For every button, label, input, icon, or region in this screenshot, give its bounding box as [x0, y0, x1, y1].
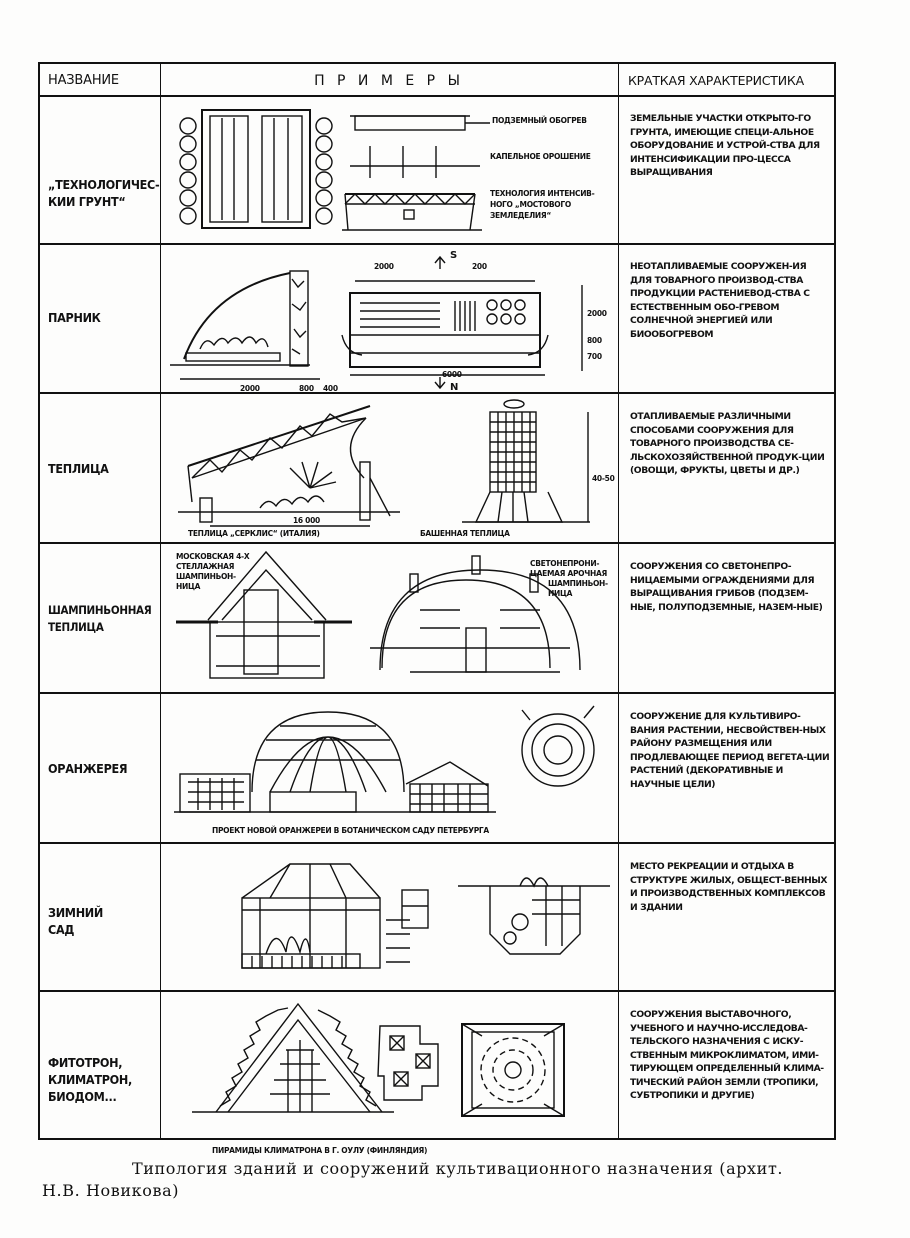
row-7-example-drawing — [170, 1000, 620, 1144]
name-line: КЛИМАТРОН, — [48, 1072, 132, 1087]
row-6-name — [48, 904, 160, 938]
dim-800-a: 800 — [299, 384, 314, 393]
heating-section — [350, 116, 490, 130]
name-line: „ТЕХНОЛОГИЧЕС- — [48, 177, 160, 192]
name-line: КИИ ГРУНТ“ — [48, 194, 126, 209]
row-2-example-drawing — [170, 249, 620, 393]
winter-garden-drawing — [170, 850, 620, 990]
label-bridge-farming-3: ЗЕМЛЕДЕЛИЯ“ — [490, 211, 551, 220]
dim-800-b: 800 — [587, 336, 602, 345]
name-line: САД — [48, 922, 75, 937]
row-6-example-drawing — [170, 850, 620, 994]
dim-200: 200 — [472, 262, 487, 271]
row-2-name: ПАРНИК — [48, 310, 101, 325]
label-drip-irrigation: КАПЕЛЬНОЕ ОРОШЕНИЕ — [490, 152, 591, 161]
label-oulu-pyramids: ПИРАМИДЫ КЛИМАТРОНА В Г. ОУЛУ (ФИНЛЯНДИЯ) — [212, 1146, 428, 1155]
label-arched-2: ЦАЕМАЯ АРОЧНАЯ — [530, 569, 607, 578]
name-line: ШАМПИНЬОННАЯ — [48, 603, 152, 617]
label-new-orangery-project: ПРОЕКТ НОВОЙ ОРАНЖЕРЕИ В БОТАНИЧЕСКОМ САДУ ПЕТЕРБУРГА — [212, 826, 489, 835]
cold-frame-drawing — [170, 249, 620, 389]
row-5-example-drawing — [170, 700, 620, 834]
orangery-drawing — [170, 700, 620, 830]
row-4-name — [48, 602, 160, 636]
dim-2000-c: 2000 — [587, 309, 607, 318]
caption-line-2: Н.В. Новикова) — [42, 1181, 180, 1200]
climatron-pyramid-drawing — [170, 1000, 620, 1140]
row-1-name — [48, 176, 160, 210]
typology-table — [38, 62, 836, 1155]
dim-16000: 16 000 — [293, 516, 320, 525]
dim-400: 400 — [323, 384, 338, 393]
dim-40-50: 40-50 — [592, 474, 615, 483]
greenhouse-drawing — [170, 398, 620, 538]
name-line: ФИТОТРОН, — [48, 1055, 123, 1070]
row-7-description: СООРУЖЕНИЯ ВЫСТАВОЧНОГО, УЧЕБНОГО И НАУЧНО-ИССЛЕДОВА-ТЕЛЬСКОГО НАЗНАЧЕНИЯ С ИСКУ-СТВЕННЫМ МИКРОКЛИМАТОМ, ИМИ-ТИРУЮЩЕМ ОПРЕДЕЛЕННЫЙ КЛИМА-ТИЧЕСКИЙ РАЙОН ЗЕМЛИ (ТРОПИКИ, СУБТРОПИКИ И ДРУГИЕ) — [630, 1009, 824, 1101]
compass-north: N — [450, 382, 459, 393]
row-4-description: СООРУЖЕНИЯ СО СВЕТОНЕПРО-НИЦАЕМЫМИ ОГРАЖДЕНИЯМИ ДЛЯ ВЫРАЩИВАНИЯ ГРИБОВ (ПОДЗЕМ-НЫЕ, ПОЛУПОДЗЕМНЫЕ, НАЗЕМ-НЫЕ) — [630, 561, 823, 613]
label-arched-1: СВЕТОНЕПРОНИ- — [530, 559, 600, 568]
dim-2000-b: 2000 — [374, 262, 394, 271]
row-6-description: МЕСТО РЕКРЕАЦИИ И ОТДЫХА В СТРУКТУРЕ ЖИЛЫХ, ОБЩЕСТ-ВЕННЫХ И ПРОИЗВОДСТВЕННЫХ КОМПЛЕКСОВ И ЗДАНИИ — [630, 861, 828, 913]
label-moscow-3: ШАМПИНЬОН- — [176, 572, 236, 581]
label-bridge-farming-1: ТЕХНОЛОГИЯ ИНТЕНСИВ- — [490, 189, 595, 198]
row-7-name — [48, 1054, 160, 1105]
label-bridge-farming-2: НОГО „МОСТОВОГО — [490, 200, 571, 209]
header-examples: П Р И М Е Р Ы — [314, 72, 464, 89]
dim-2000-a: 2000 — [240, 384, 260, 393]
row-1-description: ЗЕМЕЛЬНЫЕ УЧАСТКИ ОТКРЫТО-ГО ГРУНТА, ИМЕЮЩИЕ СПЕЦИ-АЛЬНОЕ ОБОРУДОВАНИЕ И УСТРОЙ-СТВА ДЛЯ ИНТЕНСИФИКАЦИИ ПРО-ЦЕССА ВЫРАЩИВАНИЯ — [630, 113, 820, 178]
caption-line-1: Типология зданий и сооружений культивационного назначения (архит. — [132, 1159, 784, 1178]
header-name: НАЗВАНИЕ — [48, 73, 119, 88]
name-line: БИОДОМ... — [48, 1089, 117, 1104]
plot-plan — [180, 110, 332, 228]
name-line: ЗИМНИЙ — [48, 905, 104, 920]
label-arched-4: НИЦА — [548, 589, 573, 598]
row-3-name: ТЕПЛИЦА — [48, 461, 109, 476]
label-arched-3: ШАМПИНЬОН- — [548, 579, 608, 588]
drip-irrigation-section — [350, 146, 480, 178]
compass-south: S — [450, 250, 457, 261]
dim-6000: 6000 — [442, 370, 462, 379]
row-5-name: ОРАНЖЕРЕЯ — [48, 761, 128, 776]
label-underground-heating: ПОДЗЕМНЫЙ ОБОГРЕВ — [492, 116, 587, 125]
name-line: ТЕПЛИЦА — [48, 620, 104, 634]
label-moscow-1: МОСКОВСКАЯ 4-Х — [176, 552, 250, 561]
row-3-example-drawing — [170, 398, 620, 542]
row-5-description: СООРУЖЕНИЕ ДЛЯ КУЛЬТИВИРО-ВАНИЯ РАСТЕНИИ, НЕСВОЙСТВЕН-НЫХ РАЙОНУ РАЗМЕЩЕНИЯ ИЛИ ПРОДЛЕВАЮЩЕЕ ПЕРИОД ВЕГЕТА-ЦИИ РАСТЕНИЙ (ДЕКОРАТИВНЫЕ И НАУЧНЫЕ ЦЕЛИ) — [630, 711, 830, 790]
bridge-farming-section — [342, 194, 482, 230]
row-2-description: НЕОТАПЛИВАЕМЫЕ СООРУЖЕН-ИЯ ДЛЯ ТОВАРНОГО ПРОИЗВОД-СТВА ПРОДУКЦИИ РАСТЕНИЕВОД-СТВА С ЕСТЕСТВЕННЫМ ОБО-ГРЕВОМ СОЛНЕЧНОЙ ЭНЕРГИЕЙ ИЛИ БИООБОГРЕВОМ — [630, 261, 810, 340]
label-moscow-4: НИЦА — [176, 582, 201, 591]
header-description: КРАТКАЯ ХАРАКТЕРИСТИКА — [628, 73, 804, 88]
figure-caption — [42, 1158, 846, 1202]
row-3-description: ОТАПЛИВАЕМЫЕ РАЗЛИЧНЫМИ СПОСОБАМИ СООРУЖЕНИЯ ДЛЯ ТОВАРНОГО ПРОИЗВОДСТВА СЕ-ЛЬСКОХОЗЯЙСТВЕННОЙ ПРОДУК-ЦИИ (ОВОЩИ, ФРУКТЫ, ЦВЕТЫ И ДР.) — [630, 411, 825, 476]
label-tower-greenhouse: БАШЕННАЯ ТЕПЛИЦА — [420, 529, 510, 538]
label-serklis-greenhouse: ТЕПЛИЦА „СЕРКЛИС“ (ИТАЛИЯ) — [188, 529, 320, 538]
dim-700: 700 — [587, 352, 602, 361]
label-moscow-2: СТЕЛЛАЖНАЯ — [176, 562, 235, 571]
